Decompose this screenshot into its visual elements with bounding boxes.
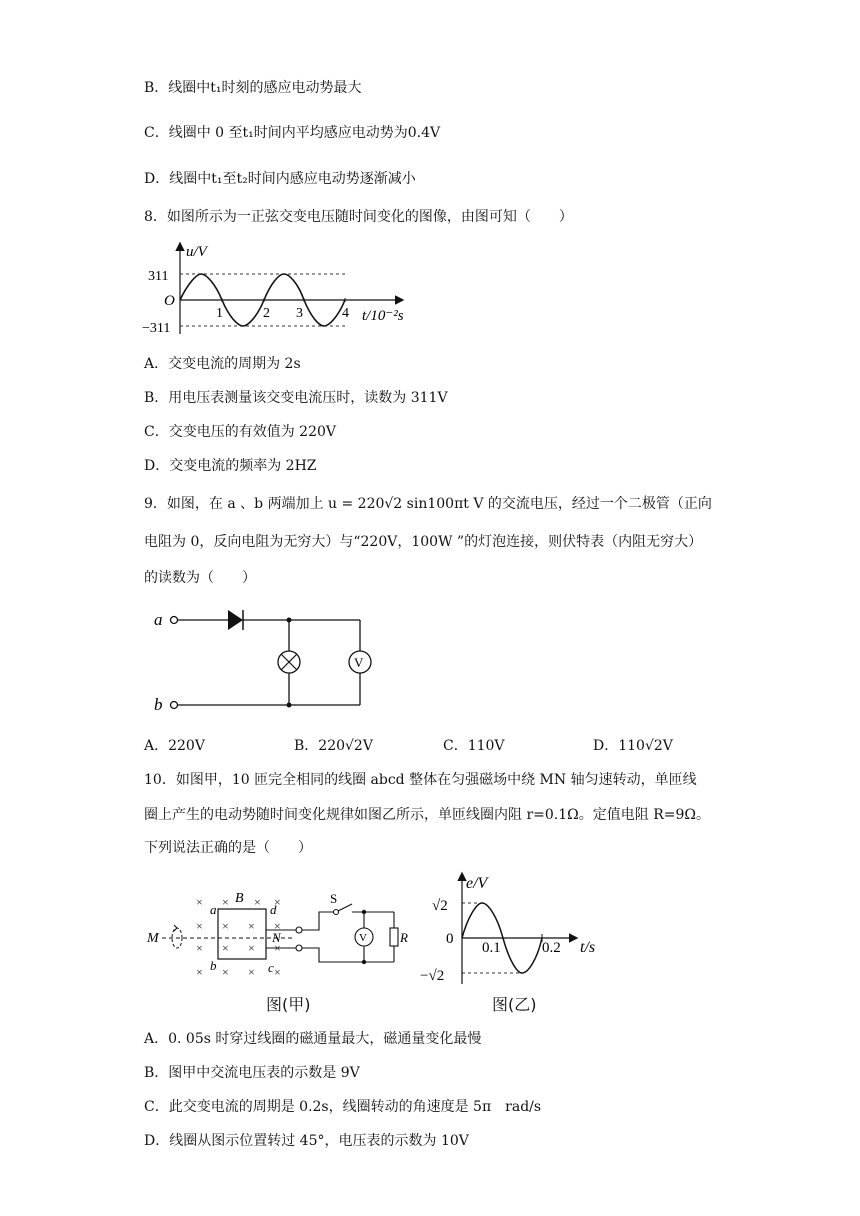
q9-meter-label: V bbox=[354, 655, 364, 670]
svg-text:×: × bbox=[274, 895, 281, 909]
q9-stem-line3: 的读数为（ ） bbox=[144, 570, 256, 586]
q8-option-b: B．用电压表测量该交变电流压时，读数为 311V bbox=[144, 390, 448, 406]
label-d: d bbox=[270, 902, 277, 917]
q7-option-b: B．线圈中t₁时刻的感应电动势最大 bbox=[144, 80, 362, 96]
label-n: N bbox=[272, 930, 281, 945]
q7-option-c: C．线圈中 0 至t₁时间内平均感应电动势为0.4V bbox=[144, 125, 441, 141]
q8-neg-peak: −311 bbox=[142, 321, 171, 336]
switch-s bbox=[338, 904, 352, 911]
q10-stem-line2: 圈上产生的电动势随时间变化规律如图乙所示，单匝线圈内阻 r=0.1Ω。定值电阻 R=9Ω。 bbox=[144, 807, 710, 823]
label-v: V bbox=[359, 932, 367, 944]
q8-stem: 8．如图所示为一正弦交变电压随时间变化的图像，由图可知（ ） bbox=[144, 209, 573, 225]
svg-text:×: × bbox=[274, 919, 281, 933]
q9-terminal-a: a bbox=[154, 610, 163, 629]
q9-option-c: C．110V bbox=[443, 738, 505, 754]
q10-option-c: C．此交变电流的周期是 0.2s，线圈转动的角速度是 5π rad/s bbox=[144, 1099, 542, 1115]
q9-stem-line2: 电阻为 0，反向电阻为无穷大）与“220V，100W ”的灯泡连接，则伏特表（内阻无穷大） bbox=[144, 534, 703, 550]
q8-pos-peak: 311 bbox=[148, 269, 169, 284]
q8-x-label: t/10⁻²s bbox=[362, 308, 404, 324]
svg-text:×: × bbox=[248, 919, 255, 933]
label-a: a bbox=[210, 902, 217, 917]
q10-origin: 0 bbox=[446, 931, 454, 947]
label-r: R bbox=[400, 930, 408, 945]
q10-pos-peak: √2 bbox=[432, 898, 448, 914]
q10-stem-line3: 下列说法正确的是（ ） bbox=[144, 840, 312, 856]
q9-option-d: D．110√2V bbox=[593, 738, 673, 754]
svg-text:×: × bbox=[222, 919, 229, 933]
label-c: c bbox=[268, 960, 274, 975]
q8-y-label: u/V bbox=[186, 244, 207, 260]
svg-text:×: × bbox=[274, 965, 281, 979]
q10-tick-02: 0.2 bbox=[542, 940, 561, 956]
label-s: S bbox=[330, 891, 338, 906]
q9-stem-line1: 9．如图，在 a 、b 两端加上 u = 220√2 sin100πt V 的交流电压，经过一个二极管（正向 bbox=[144, 496, 712, 512]
q8-tick-1: 1 bbox=[216, 306, 223, 321]
q10-fig-jia-diagram bbox=[144, 884, 414, 984]
q10-option-a: A．0. 05s 时穿过线圈的磁通量最大，磁通量变化最慢 bbox=[144, 1031, 482, 1047]
q8-voltage-graph bbox=[140, 238, 420, 338]
q8-option-a: A．交变电流的周期为 2s bbox=[144, 356, 301, 372]
svg-text:×: × bbox=[222, 965, 229, 979]
q8-origin: O bbox=[164, 293, 175, 309]
q10-x-label: t/s bbox=[580, 939, 596, 956]
svg-text:×: × bbox=[196, 965, 203, 979]
q10-fig-jia-caption: 图(甲) bbox=[266, 995, 311, 1014]
q9-option-a: A．220V bbox=[144, 738, 205, 754]
q8-option-c: C．交变电压的有效值为 220V bbox=[144, 424, 336, 440]
q10-y-label: e/V bbox=[466, 875, 488, 892]
q8-tick-2: 2 bbox=[263, 306, 270, 321]
svg-text:×: × bbox=[196, 941, 203, 955]
q10-tick-01: 0.1 bbox=[482, 940, 501, 956]
q9-circuit-diagram bbox=[150, 598, 390, 718]
q9-option-b: B．220√2V bbox=[294, 738, 373, 754]
svg-text:×: × bbox=[196, 919, 203, 933]
q10-stem-line1: 10．如图甲，10 匝完全相同的线圈 abcd 整体在匀强磁场中绕 MN 轴匀速转动，单匝线 bbox=[144, 772, 697, 788]
label-b: b bbox=[210, 958, 217, 973]
label-b-field: B bbox=[235, 891, 244, 906]
q8-tick-3: 3 bbox=[296, 306, 303, 321]
svg-text:×: × bbox=[248, 965, 255, 979]
q10-option-d: D．线圈从图示位置转过 45°，电压表的示数为 10V bbox=[144, 1133, 469, 1149]
q8-tick-4: 4 bbox=[342, 306, 349, 321]
q8-option-d: D．交变电流的频率为 2HZ bbox=[144, 458, 317, 474]
q9-terminal-b: b bbox=[154, 695, 163, 714]
svg-text:×: × bbox=[196, 895, 203, 909]
svg-text:×: × bbox=[222, 895, 229, 909]
svg-text:×: × bbox=[274, 941, 281, 955]
q10-fig-yi-caption: 图(乙) bbox=[492, 995, 537, 1014]
diode-symbol bbox=[228, 610, 243, 630]
q7-option-d: D．线圈中t₁至t₂时间内感应电动势逐渐减小 bbox=[144, 171, 416, 187]
svg-text:×: × bbox=[248, 941, 255, 955]
q10-neg-peak: −√2 bbox=[420, 968, 445, 984]
q10-option-b: B．图甲中交流电压表的示数是 9V bbox=[144, 1065, 360, 1081]
label-m: M bbox=[147, 931, 159, 946]
svg-text:×: × bbox=[222, 941, 229, 955]
resistor-r bbox=[390, 928, 398, 946]
svg-text:×: × bbox=[254, 895, 261, 909]
q10-fig-yi-graph bbox=[416, 866, 606, 990]
